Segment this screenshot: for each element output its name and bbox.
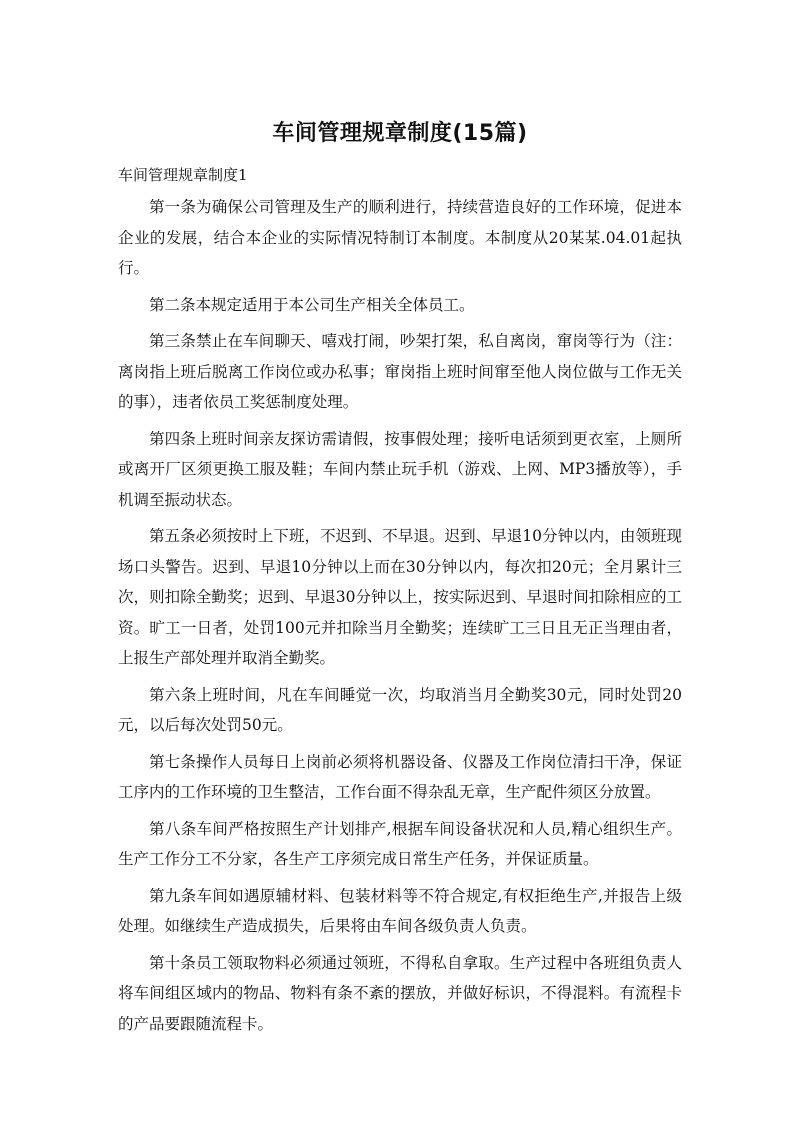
paragraph-article-10: 第十条员工领取物料必须通过领班，不得私自拿取。生产过程中各班组负责人将车间组区域内的物品、物料有条不紊的摆放，并做好标识，不得混料。有流程卡的产品要跟随流程卡。: [118, 953, 682, 1033]
paragraph-article-2: 第二条本规定适用于本公司生产相关全体员工。: [149, 295, 475, 314]
paragraph-article-7: 第七条操作人员每日上岗前必须将机器设备、仪器及工作岗位清扫干净，保证工序内的工作环境的卫生整洁，工作台面不得杂乱无章，生产配件须区分放置。: [118, 752, 682, 801]
document-body: [118, 160, 682, 1045]
section-title: 车间管理规章制度1: [118, 166, 248, 184]
paragraph-article-9: 第九条车间如遇原辅材料、包装材料等不符合规定,有权拒绝生产,并报告上级处理。如继续生产造成损失，后果将由车间各级负责人负责。: [118, 886, 682, 935]
paragraph-article-1: 第一条为确保公司管理及生产的顺利进行，持续营造良好的工作环境，促进本企业的发展，结合本企业的实际情况特制订本制度。本制度从20某某.04.01起执行。: [118, 198, 682, 277]
paragraph-article-6: 第六条上班时间，凡在车间睡觉一次，均取消当月全勤奖30元，同时处罚20元，以后每次处罚50元。: [118, 685, 682, 734]
paragraph-article-5: 第五条必须按时上下班，不迟到、不早退。迟到、早退10分钟以内，由领班现场口头警告。迟到、早退10分钟以上而在30分钟以内，每次扣20元；全月累计三次，则扣除全勤奖；迟到、早退30分钟以上，按实际迟到、早退时间扣除相应的工资。旷工一日者，处罚100元并扣除当月全勤奖；连续旷工三日且无正当理由者，上报生产部处理并取消全勤奖。: [118, 527, 682, 667]
paragraph-article-3: 第三条禁止在车间聊天、嘻戏打闹，吵架打架，私自离岗，窜岗等行为（注：离岗指上班后脱离工作岗位或办私事；窜岗指上班时间窜至他人岗位做与工作无关的事），违者依员工奖惩制度处理。: [118, 332, 682, 411]
document-title: 车间管理规章制度(15篇): [272, 121, 528, 146]
paragraph-article-8: 第八条车间严格按照生产计划排产,根据车间设备状况和人员,精心组织生产。生产工作分工不分家，各生产工序须完成日常生产任务，并保证质量。: [118, 819, 682, 868]
paragraph-article-4: 第四条上班时间亲友探访需请假，按事假处理；接听电话须到更衣室，上厕所或离开厂区须更换工服及鞋；车间内禁止玩手机（游戏、上网、MP3播放等），手机调至振动状态。: [118, 429, 682, 509]
